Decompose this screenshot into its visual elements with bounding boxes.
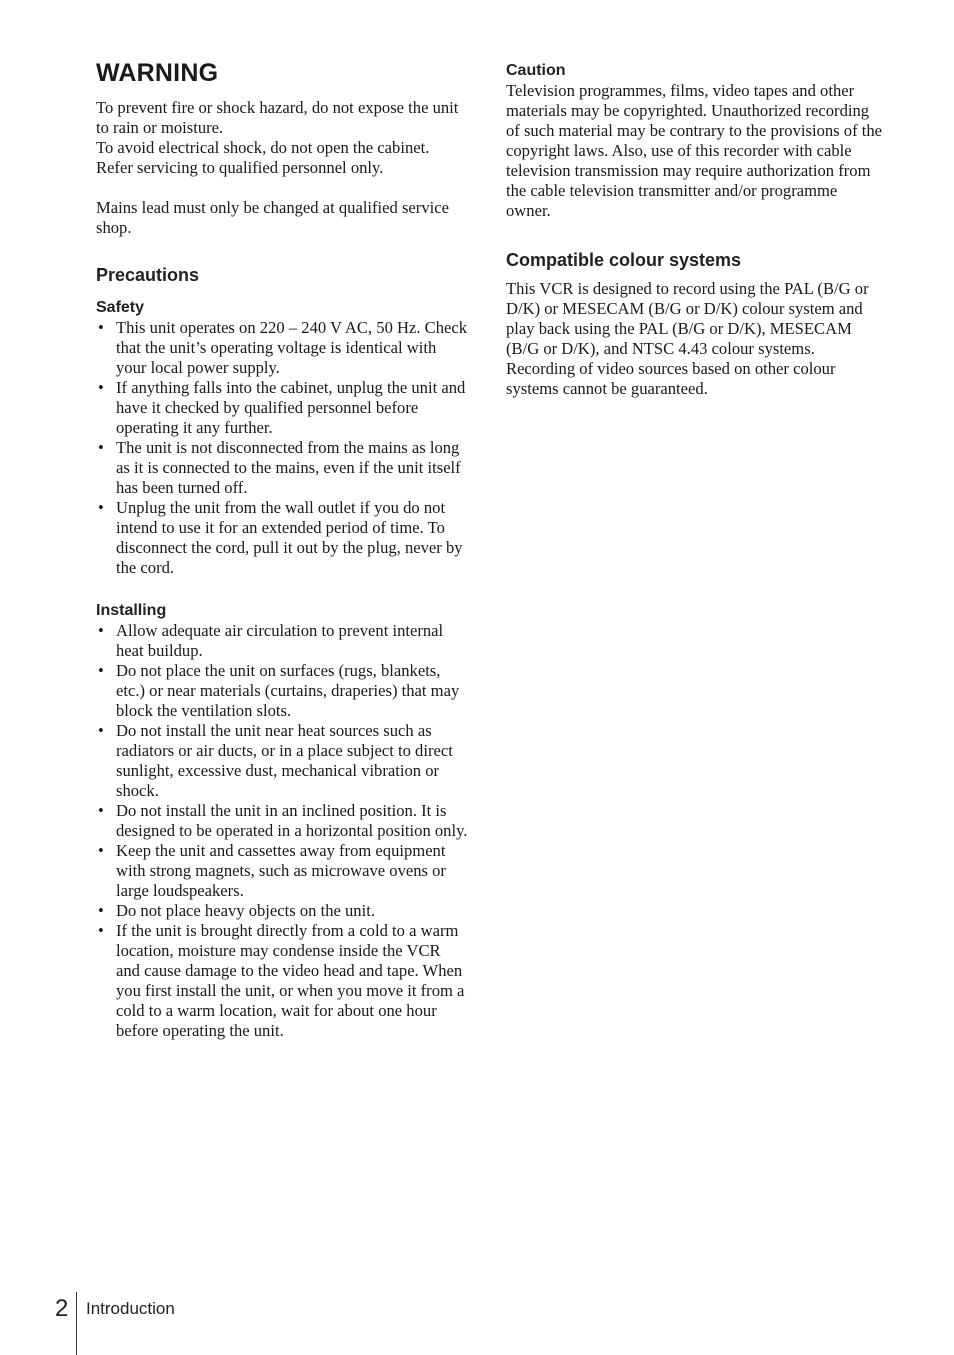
list-item: • Do not install the unit in an inclined position. It is designed to be operated in a horizontal position only. — [98, 801, 468, 840]
caution-text: Television programmes, films, video tapes and other materials may be copyrighted. Unauthorized recording of such material may be contrary to the provisions of the copyright laws. Also, use of this recorder with cable television transmission may require authorization from the cable television transmitter and/or programme owner. — [506, 81, 883, 220]
warning-title: WARNING — [96, 59, 219, 87]
warning-paragraph-3: Mains lead must only be changed at qualified service shop. — [96, 198, 449, 237]
colour-systems-heading: Compatible colour systems — [506, 250, 742, 270]
list-item: • Do not place heavy objects on the unit. — [98, 901, 375, 920]
list-item: • Unplug the unit from the wall outlet if you do not intend to use it for an extended period of time. To disconnect the cord, pull it out by the plug, never by the cord. — [98, 498, 463, 577]
safety-heading: Safety — [96, 299, 145, 316]
list-item: • Keep the unit and cassettes away from equipment with strong magnets, such as microwave ovens or large loudspeakers. — [98, 841, 446, 900]
list-item: • This unit operates on 220 – 240 V AC, 50 Hz. Check that the unit’s operating voltage is identical with your local power supply. — [98, 318, 468, 377]
page-number: 2 — [55, 1295, 69, 1322]
safety-list — [96, 318, 468, 578]
precautions-heading: Precautions — [96, 265, 200, 285]
left-column — [96, 58, 468, 1041]
right-column — [506, 58, 886, 399]
list-item: • The unit is not disconnected from the mains as long as it is connected to the mains, even if the unit itself has been turned off. — [98, 438, 461, 497]
installing-list — [96, 621, 468, 1041]
caution-heading: Caution — [506, 62, 566, 79]
footer-divider — [76, 1292, 77, 1355]
warning-paragraph-2: To avoid electrical shock, do not open the cabinet. Refer servicing to qualified personnel only. — [96, 138, 430, 177]
list-item: • Do not install the unit near heat sources such as radiators or air ducts, or in a place subject to direct sunlight, excessive dust, mechanical vibration or shock. — [98, 721, 453, 800]
list-item: • If anything falls into the cabinet, unplug the unit and have it checked by qualified personnel before operating it any further. — [98, 378, 466, 437]
list-item: • Do not place the unit on surfaces (rugs, blankets, etc.) or near materials (curtains, draperies) that may block the ventilation slots. — [98, 661, 460, 720]
colour-systems-text: This VCR is designed to record using the PAL (B/G or D/K) or MESECAM (B/G or D/K) colour system and play back using the PAL (B/G or D/K), MESECAM (B/G or D/K), and NTSC 4.43 colour systems. Recording of video sources based on other colour systems cannot be guaranteed. — [506, 279, 869, 398]
installing-heading: Installing — [96, 602, 167, 619]
list-item: • Allow adequate air circulation to prevent internal heat buildup. — [98, 621, 444, 660]
warning-paragraph-1: To prevent fire or shock hazard, do not expose the unit to rain or moisture. — [96, 98, 459, 137]
section-label: Introduction — [86, 1299, 175, 1318]
list-item: • If the unit is brought directly from a cold to a warm location, moisture may condense inside the VCR and cause damage to the video head and tape. When you first install the unit, or when you move it from a cold to a warm location, wait for about one hour before operating the unit. — [98, 921, 465, 1040]
